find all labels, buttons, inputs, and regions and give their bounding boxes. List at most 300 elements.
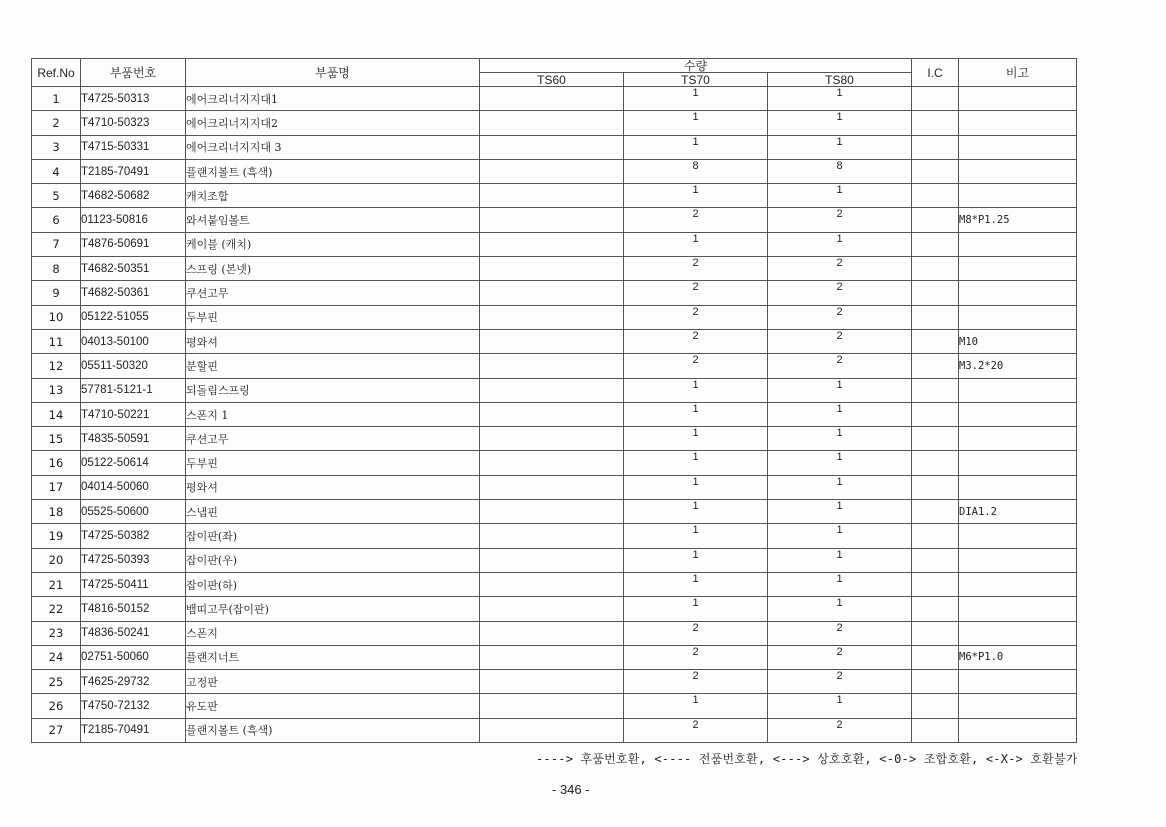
- qty-value: 2: [692, 257, 699, 270]
- qty-ts80-cell: [768, 475, 912, 499]
- note-cell: [959, 572, 1077, 596]
- table-row: [32, 281, 1077, 305]
- ic-cell: [912, 548, 959, 572]
- part-name-cell: 잡이판(좌): [186, 524, 480, 548]
- part-name-cell: 두부핀: [186, 305, 480, 329]
- note-cell: [959, 305, 1077, 329]
- qty-value: 2: [692, 329, 699, 342]
- qty-ts80-cell: [768, 159, 912, 183]
- qty-ts70-cell: [624, 548, 768, 572]
- header-model-ts60: TS60: [480, 73, 624, 87]
- qty-ts60-cell: [480, 597, 624, 621]
- part-number-cell: 57781-5121-1: [81, 378, 186, 402]
- ic-cell: [912, 354, 959, 378]
- qty-value: 1: [836, 475, 843, 488]
- qty-ts70-cell: [624, 402, 768, 426]
- table-row: [32, 694, 1077, 718]
- qty-ts60-cell: [480, 87, 624, 111]
- part-number-cell: 05122-50614: [81, 451, 186, 475]
- qty-value: 2: [836, 645, 843, 658]
- table-row: [32, 524, 1077, 548]
- qty-ts60-cell: [480, 475, 624, 499]
- qty-ts60-cell: [480, 378, 624, 402]
- ref-no-cell: 26: [32, 694, 81, 718]
- qty-ts60-cell: [480, 524, 624, 548]
- ic-cell: [912, 694, 959, 718]
- part-number-cell: T4836-50241: [81, 621, 186, 645]
- ref-no-cell: 7: [32, 232, 81, 256]
- qty-ts70-cell: [624, 257, 768, 281]
- part-name-cell: 케이블 (캐치): [186, 232, 480, 256]
- note-cell: [959, 135, 1077, 159]
- part-name-cell: 유도판: [186, 694, 480, 718]
- note-cell: [959, 427, 1077, 451]
- qty-value: 2: [836, 718, 843, 731]
- note-cell: [959, 257, 1077, 281]
- part-name-cell: 평와셔: [186, 329, 480, 353]
- qty-value: 2: [692, 305, 699, 318]
- qty-ts80-cell: [768, 524, 912, 548]
- ref-no-cell: 8: [32, 257, 81, 281]
- header-model-ts80: TS80: [768, 73, 912, 87]
- qty-ts80-cell: [768, 232, 912, 256]
- ic-cell: [912, 184, 959, 208]
- ic-cell: [912, 475, 959, 499]
- qty-ts60-cell: [480, 427, 624, 451]
- part-number-cell: 02751-50060: [81, 645, 186, 669]
- part-number-cell: T4816-50152: [81, 597, 186, 621]
- ref-no-cell: 20: [32, 548, 81, 572]
- qty-value: 2: [692, 645, 699, 658]
- part-number-cell: T4710-50221: [81, 402, 186, 426]
- part-name-cell: 스프링 (본넷): [186, 257, 480, 281]
- qty-ts60-cell: [480, 329, 624, 353]
- note-cell: [959, 597, 1077, 621]
- part-number-cell: T4682-50351: [81, 257, 186, 281]
- qty-ts70-cell: [624, 354, 768, 378]
- table-row: [32, 548, 1077, 572]
- qty-ts60-cell: [480, 402, 624, 426]
- table-row: [32, 572, 1077, 596]
- ic-cell: [912, 378, 959, 402]
- part-name-cell: 플랜지볼트 (흑색): [186, 159, 480, 183]
- part-number-cell: 05511-50320: [81, 354, 186, 378]
- table-row: [32, 87, 1077, 111]
- qty-ts80-cell: [768, 281, 912, 305]
- qty-value: 1: [692, 111, 699, 124]
- qty-ts80-cell: [768, 257, 912, 281]
- ic-cell: [912, 305, 959, 329]
- qty-value: 2: [836, 257, 843, 270]
- qty-ts80-cell: [768, 87, 912, 111]
- part-name-cell: 분할핀: [186, 354, 480, 378]
- qty-value: 1: [836, 87, 843, 99]
- ref-no-cell: 27: [32, 718, 81, 742]
- qty-ts60-cell: [480, 451, 624, 475]
- part-number-cell: T2185-70491: [81, 159, 186, 183]
- qty-value: 2: [836, 305, 843, 318]
- part-name-cell: 평와셔: [186, 475, 480, 499]
- qty-value: 2: [692, 621, 699, 634]
- part-name-cell: 스폰지 1: [186, 402, 480, 426]
- table-row: [32, 378, 1077, 402]
- qty-ts70-cell: [624, 208, 768, 232]
- qty-ts60-cell: [480, 718, 624, 742]
- qty-ts80-cell: [768, 378, 912, 402]
- qty-ts70-cell: [624, 451, 768, 475]
- qty-ts70-cell: [624, 329, 768, 353]
- qty-ts80-cell: [768, 329, 912, 353]
- qty-ts70-cell: [624, 694, 768, 718]
- qty-value: 1: [692, 378, 699, 391]
- qty-value: 1: [692, 572, 699, 585]
- qty-ts60-cell: [480, 645, 624, 669]
- table-row: [32, 159, 1077, 183]
- qty-ts80-cell: [768, 451, 912, 475]
- qty-value: 8: [836, 159, 843, 172]
- note-cell: [959, 621, 1077, 645]
- qty-ts80-cell: [768, 548, 912, 572]
- ic-cell: [912, 257, 959, 281]
- qty-ts60-cell: [480, 670, 624, 694]
- qty-ts60-cell: [480, 572, 624, 596]
- qty-ts60-cell: [480, 184, 624, 208]
- qty-ts70-cell: [624, 572, 768, 596]
- ic-cell: [912, 500, 959, 524]
- qty-value: 1: [836, 524, 843, 537]
- part-number-cell: T4725-50382: [81, 524, 186, 548]
- ic-cell: [912, 427, 959, 451]
- qty-value: 1: [836, 111, 843, 124]
- note-cell: [959, 281, 1077, 305]
- note-cell: [959, 87, 1077, 111]
- qty-ts70-cell: [624, 232, 768, 256]
- part-number-cell: 05525-50600: [81, 500, 186, 524]
- header-part-name: 부품명: [186, 59, 480, 87]
- qty-value: 1: [692, 427, 699, 440]
- qty-ts80-cell: [768, 208, 912, 232]
- part-name-cell: 와셔붙임볼트: [186, 208, 480, 232]
- table-row: [32, 427, 1077, 451]
- qty-value: 2: [692, 281, 699, 294]
- note-cell: [959, 451, 1077, 475]
- part-name-cell: 쿠션고무: [186, 281, 480, 305]
- ref-no-cell: 4: [32, 159, 81, 183]
- qty-value: 2: [692, 670, 699, 683]
- qty-value: 1: [836, 694, 843, 707]
- ref-no-cell: 9: [32, 281, 81, 305]
- qty-ts70-cell: [624, 524, 768, 548]
- qty-value: 2: [692, 208, 699, 221]
- part-number-cell: 01123-50816: [81, 208, 186, 232]
- qty-value: 1: [836, 378, 843, 391]
- ref-no-cell: 16: [32, 451, 81, 475]
- qty-ts80-cell: [768, 694, 912, 718]
- part-number-cell: T4725-50313: [81, 87, 186, 111]
- note-cell: [959, 694, 1077, 718]
- part-number-cell: T4715-50331: [81, 135, 186, 159]
- qty-ts80-cell: [768, 572, 912, 596]
- header-quantity: 수량: [480, 59, 912, 73]
- ic-cell: [912, 281, 959, 305]
- ic-cell: [912, 451, 959, 475]
- table-row: [32, 208, 1077, 232]
- part-name-cell: 뱀띠고무(잡이판): [186, 597, 480, 621]
- qty-ts80-cell: [768, 645, 912, 669]
- note-cell: [959, 524, 1077, 548]
- ic-cell: [912, 402, 959, 426]
- part-number-cell: 05122-51055: [81, 305, 186, 329]
- ic-cell: [912, 718, 959, 742]
- qty-value: 1: [836, 500, 843, 513]
- qty-value: 1: [692, 402, 699, 415]
- ic-cell: [912, 597, 959, 621]
- ref-no-cell: 18: [32, 500, 81, 524]
- part-name-cell: 에어크리너지지대1: [186, 87, 480, 111]
- ref-no-cell: 25: [32, 670, 81, 694]
- qty-ts60-cell: [480, 111, 624, 135]
- table-row: [32, 232, 1077, 256]
- qty-value: 1: [692, 548, 699, 561]
- part-number-cell: 04014-50060: [81, 475, 186, 499]
- part-name-cell: 고정판: [186, 670, 480, 694]
- table-row: [32, 645, 1077, 669]
- qty-ts60-cell: [480, 548, 624, 572]
- header-part-number: 부품번호: [81, 59, 186, 87]
- qty-ts70-cell: [624, 645, 768, 669]
- note-cell: [959, 402, 1077, 426]
- qty-ts60-cell: [480, 232, 624, 256]
- qty-ts80-cell: [768, 427, 912, 451]
- table-row: [32, 597, 1077, 621]
- qty-ts70-cell: [624, 621, 768, 645]
- table-row: [32, 451, 1077, 475]
- ic-cell: [912, 524, 959, 548]
- parts-table: [31, 58, 1077, 743]
- part-name-cell: 스폰지: [186, 621, 480, 645]
- ref-no-cell: 6: [32, 208, 81, 232]
- ic-cell: [912, 621, 959, 645]
- qty-ts80-cell: [768, 305, 912, 329]
- qty-value: 2: [692, 718, 699, 731]
- qty-ts70-cell: [624, 378, 768, 402]
- part-name-cell: 잡이판(하): [186, 572, 480, 596]
- note-cell: M10: [959, 329, 1077, 353]
- qty-value: 2: [836, 281, 843, 294]
- part-name-cell: 쿠션고무: [186, 427, 480, 451]
- qty-ts70-cell: [624, 281, 768, 305]
- ic-cell: [912, 645, 959, 669]
- qty-value: 1: [836, 402, 843, 415]
- table-row: [32, 475, 1077, 499]
- parts-table-body: [32, 87, 1077, 743]
- page-number: - 346 -: [552, 782, 590, 797]
- note-cell: [959, 475, 1077, 499]
- qty-ts60-cell: [480, 305, 624, 329]
- ref-no-cell: 19: [32, 524, 81, 548]
- qty-ts70-cell: [624, 500, 768, 524]
- note-cell: [959, 718, 1077, 742]
- qty-value: 1: [836, 184, 843, 197]
- ic-cell: [912, 111, 959, 135]
- ic-cell: [912, 572, 959, 596]
- qty-value: 1: [836, 572, 843, 585]
- header-ic: I.C: [912, 59, 959, 87]
- header-row-top: [32, 59, 1077, 73]
- ref-no-cell: 21: [32, 572, 81, 596]
- qty-ts80-cell: [768, 621, 912, 645]
- header-ref-no: Ref.No: [32, 59, 81, 87]
- table-row: [32, 329, 1077, 353]
- note-cell: M3.2*20: [959, 354, 1077, 378]
- qty-value: 2: [836, 208, 843, 221]
- ic-cell: [912, 232, 959, 256]
- table-row: [32, 500, 1077, 524]
- qty-value: 1: [692, 87, 699, 99]
- note-cell: [959, 184, 1077, 208]
- ref-no-cell: 15: [32, 427, 81, 451]
- part-number-cell: T4710-50323: [81, 111, 186, 135]
- ic-cell: [912, 208, 959, 232]
- qty-ts80-cell: [768, 597, 912, 621]
- qty-ts80-cell: [768, 184, 912, 208]
- qty-value: 1: [692, 524, 699, 537]
- qty-ts70-cell: [624, 87, 768, 111]
- part-name-cell: 플랜지볼트 (흑색): [186, 718, 480, 742]
- qty-ts70-cell: [624, 184, 768, 208]
- note-cell: [959, 232, 1077, 256]
- part-number-cell: T4876-50691: [81, 232, 186, 256]
- ic-cell: [912, 87, 959, 111]
- qty-ts60-cell: [480, 621, 624, 645]
- table-row: [32, 670, 1077, 694]
- qty-value: 1: [836, 451, 843, 464]
- qty-value: 2: [836, 670, 843, 683]
- part-name-cell: 두부핀: [186, 451, 480, 475]
- table-row: [32, 621, 1077, 645]
- ic-cell: [912, 670, 959, 694]
- table-row: [32, 354, 1077, 378]
- ref-no-cell: 22: [32, 597, 81, 621]
- qty-value: 2: [836, 329, 843, 342]
- table-row: [32, 135, 1077, 159]
- qty-value: 1: [692, 184, 699, 197]
- qty-ts60-cell: [480, 135, 624, 159]
- ref-no-cell: 2: [32, 111, 81, 135]
- header-model-ts70: TS70: [624, 73, 768, 87]
- qty-value: 1: [836, 548, 843, 561]
- qty-ts60-cell: [480, 281, 624, 305]
- part-name-cell: 캐치조합: [186, 184, 480, 208]
- qty-ts70-cell: [624, 305, 768, 329]
- qty-value: 2: [836, 621, 843, 634]
- qty-ts70-cell: [624, 718, 768, 742]
- qty-ts80-cell: [768, 402, 912, 426]
- qty-ts70-cell: [624, 670, 768, 694]
- ref-no-cell: 10: [32, 305, 81, 329]
- note-cell: [959, 159, 1077, 183]
- ref-no-cell: 17: [32, 475, 81, 499]
- ref-no-cell: 24: [32, 645, 81, 669]
- qty-value: 1: [836, 597, 843, 610]
- qty-ts80-cell: [768, 111, 912, 135]
- qty-value: 2: [692, 354, 699, 367]
- qty-ts60-cell: [480, 694, 624, 718]
- qty-ts70-cell: [624, 159, 768, 183]
- note-cell: [959, 548, 1077, 572]
- interchangeability-legend: ----> 후품번호환, <---- 전품번호환, <---> 상호호환, <-0-> 조합호환, <-X-> 호환불가: [536, 752, 1078, 766]
- qty-ts80-cell: [768, 354, 912, 378]
- part-number-cell: T4750-72132: [81, 694, 186, 718]
- ref-no-cell: 12: [32, 354, 81, 378]
- table-row: [32, 402, 1077, 426]
- note-cell: DIA1.2: [959, 500, 1077, 524]
- qty-ts60-cell: [480, 159, 624, 183]
- table-row: [32, 257, 1077, 281]
- table-row: [32, 305, 1077, 329]
- qty-ts60-cell: [480, 208, 624, 232]
- part-name-cell: 에어크리너지지대2: [186, 111, 480, 135]
- ref-no-cell: 23: [32, 621, 81, 645]
- qty-value: 1: [692, 451, 699, 464]
- qty-value: 1: [692, 694, 699, 707]
- ref-no-cell: 14: [32, 402, 81, 426]
- part-number-cell: T4725-50411: [81, 572, 186, 596]
- qty-ts80-cell: [768, 135, 912, 159]
- part-number-cell: T4625-29732: [81, 670, 186, 694]
- part-number-cell: 04013-50100: [81, 329, 186, 353]
- ic-cell: [912, 329, 959, 353]
- ic-cell: [912, 135, 959, 159]
- qty-value: 1: [692, 232, 699, 245]
- ref-no-cell: 3: [32, 135, 81, 159]
- note-cell: [959, 670, 1077, 694]
- qty-value: 2: [836, 354, 843, 367]
- qty-value: 1: [836, 232, 843, 245]
- part-number-cell: T4725-50393: [81, 548, 186, 572]
- ic-cell: [912, 159, 959, 183]
- part-name-cell: 플랜지너트: [186, 645, 480, 669]
- qty-value: 1: [692, 475, 699, 488]
- qty-value: 8: [692, 159, 699, 172]
- note-cell: M6*P1.0: [959, 645, 1077, 669]
- qty-ts60-cell: [480, 257, 624, 281]
- part-number-cell: T4682-50682: [81, 184, 186, 208]
- table-row: [32, 184, 1077, 208]
- qty-ts60-cell: [480, 354, 624, 378]
- qty-ts80-cell: [768, 670, 912, 694]
- qty-value: 1: [692, 135, 699, 148]
- part-number-cell: T4682-50361: [81, 281, 186, 305]
- qty-value: 1: [692, 597, 699, 610]
- table-row: [32, 111, 1077, 135]
- table-row: [32, 718, 1077, 742]
- qty-ts60-cell: [480, 500, 624, 524]
- qty-ts80-cell: [768, 718, 912, 742]
- qty-value: 1: [836, 427, 843, 440]
- part-name-cell: 에어크리너지지대 3: [186, 135, 480, 159]
- qty-value: 1: [692, 500, 699, 513]
- qty-ts70-cell: [624, 597, 768, 621]
- ref-no-cell: 11: [32, 329, 81, 353]
- qty-ts70-cell: [624, 111, 768, 135]
- part-name-cell: 스냅핀: [186, 500, 480, 524]
- header-note: 비고: [959, 59, 1077, 87]
- ref-no-cell: 13: [32, 378, 81, 402]
- part-number-cell: T4835-50591: [81, 427, 186, 451]
- qty-ts80-cell: [768, 500, 912, 524]
- note-cell: [959, 378, 1077, 402]
